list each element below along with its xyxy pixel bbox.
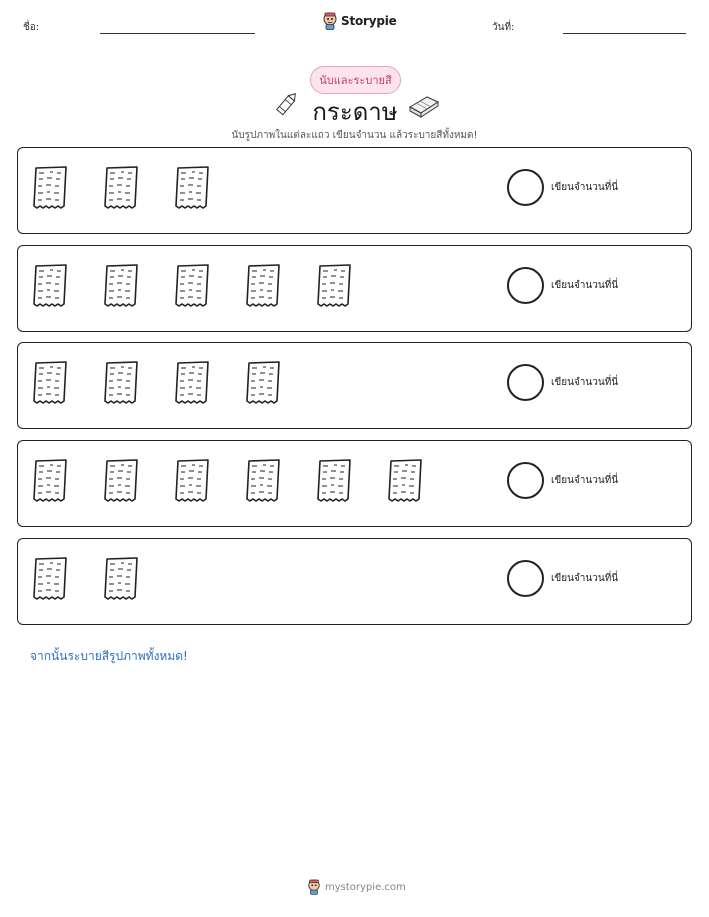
paper-sheet-icon[interactable] bbox=[243, 458, 283, 504]
answer-circle[interactable] bbox=[507, 462, 544, 499]
answer-prompt: เขียนจำนวนที่นี่ bbox=[551, 573, 619, 584]
answer-prompt: เขียนจำนวนที่นี่ bbox=[551, 280, 619, 291]
paper-sheet-icon[interactable] bbox=[172, 263, 212, 309]
paper-sheet-icon[interactable] bbox=[30, 360, 70, 406]
category-badge: นับและระบายสี bbox=[310, 66, 401, 94]
answer-circle[interactable] bbox=[507, 267, 544, 304]
site-footer bbox=[307, 879, 406, 895]
name-label: ชื่อ: bbox=[23, 22, 40, 33]
counting-row bbox=[17, 342, 692, 429]
paper-sheet-icon[interactable] bbox=[30, 556, 70, 602]
worksheet-title: กระดาษ bbox=[312, 98, 398, 126]
paper-sheet-icon[interactable] bbox=[314, 263, 354, 309]
paper-sheet-icon[interactable] bbox=[385, 458, 425, 504]
counting-row bbox=[17, 440, 692, 527]
answer-circle[interactable] bbox=[507, 560, 544, 597]
crayon-icon bbox=[272, 92, 298, 120]
answer-circle[interactable] bbox=[507, 169, 544, 206]
answer-prompt: เขียนจำนวนที่นี่ bbox=[551, 182, 619, 193]
site-url: mystorypie.com bbox=[325, 881, 406, 893]
instructions: นับรูปภาพในแต่ละแถว เขียนจำนวน แล้วระบายสีทั้งหมด! bbox=[231, 130, 478, 141]
brand-logo bbox=[322, 12, 397, 30]
counting-row bbox=[17, 245, 692, 332]
paper-sheet-icon[interactable] bbox=[172, 458, 212, 504]
paper-sheet-icon[interactable] bbox=[172, 165, 212, 211]
counting-row bbox=[17, 538, 692, 625]
closing-instruction: จากนั้นระบายสีรูปภาพทั้งหมด! bbox=[30, 649, 188, 663]
paper-sheet-icon[interactable] bbox=[30, 263, 70, 309]
answer-prompt: เขียนจำนวนที่นี่ bbox=[551, 475, 619, 486]
paper-sheet-icon[interactable] bbox=[101, 458, 141, 504]
paper-sheet-icon[interactable] bbox=[172, 360, 212, 406]
paper-sheet-icon[interactable] bbox=[243, 360, 283, 406]
brand-name: Storypie bbox=[341, 14, 397, 28]
answer-prompt: เขียนจำนวนที่นี่ bbox=[551, 377, 619, 388]
storypie-mascot-icon bbox=[322, 12, 338, 30]
paper-sheet-icon[interactable] bbox=[101, 556, 141, 602]
storypie-mascot-icon bbox=[307, 879, 321, 895]
paper-sheet-icon[interactable] bbox=[101, 165, 141, 211]
answer-circle[interactable] bbox=[507, 364, 544, 401]
date-line[interactable] bbox=[563, 33, 686, 34]
paper-sheet-icon[interactable] bbox=[243, 263, 283, 309]
paper-sheet-icon[interactable] bbox=[101, 263, 141, 309]
paper-sheet-icon[interactable] bbox=[30, 458, 70, 504]
paper-sheet-icon[interactable] bbox=[314, 458, 354, 504]
eraser-icon bbox=[407, 93, 441, 119]
date-label: วันที่: bbox=[492, 22, 515, 33]
name-line[interactable] bbox=[100, 33, 255, 34]
paper-sheet-icon[interactable] bbox=[101, 360, 141, 406]
paper-sheet-icon[interactable] bbox=[30, 165, 70, 211]
counting-row bbox=[17, 147, 692, 234]
